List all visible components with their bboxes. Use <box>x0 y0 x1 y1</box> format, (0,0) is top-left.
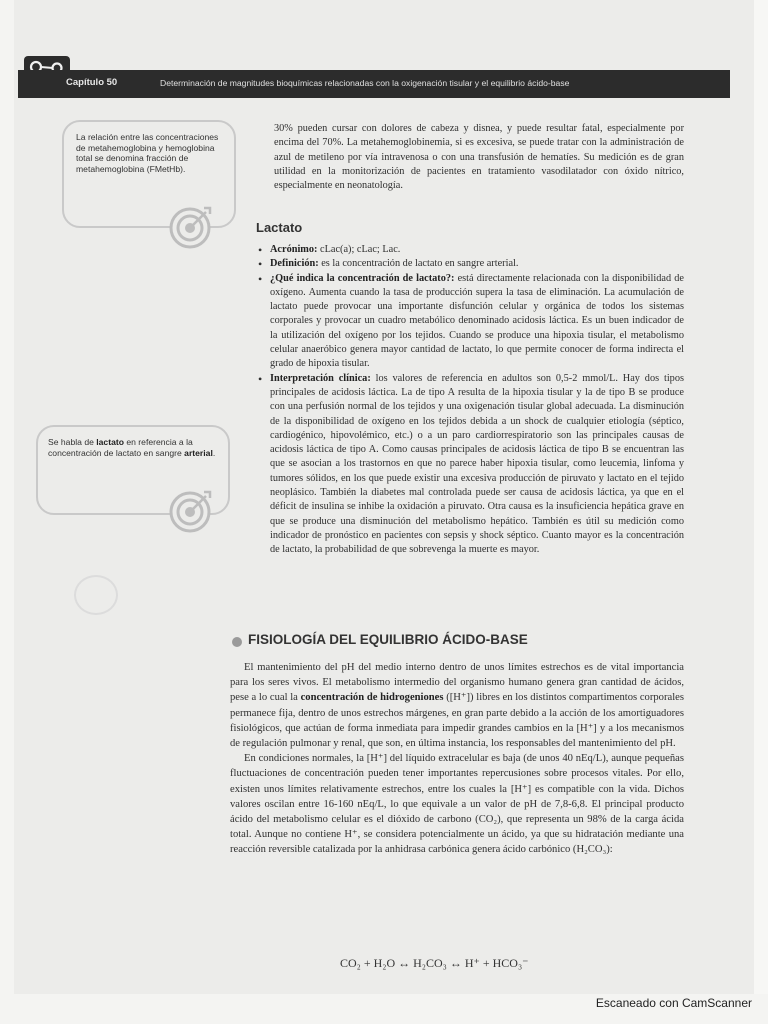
lactato-heading: Lactato <box>256 220 303 235</box>
equation: CO₂ + H₂O ↔ H₂CO₃ ↔ H⁺ + HCO₃⁻ <box>340 956 529 970</box>
fisiologia-paragraph-2: En condiciones normales, la [H⁺] del líquido extracelular es baja (de unos 40 nEq/L), aunque pequeñas fluctuaciones de concentración pueden tener importantes repercusiones sobre procesos vitales. Por ello, existen unos límites relativamente estrechos, entre los cuales la [H⁺] es compatible con la vida. Dichos valores oscilan entre 16-160 nEq/L, lo que equivale a un valor de pH de 7,8-6,8. El principal producto ácido del metabolismo celular es el dióxido de carbono (CO₂), que representa un 98% de la carga ácida total. Aunque no contiene H⁺, se considera potencialmente un ácido, ya que su hidratación mediante una reacción reversible catalizada por la anhidrasa carbónica genera ácido carbónico (H₂CO₃): <box>230 753 684 856</box>
chapter-title: Determinación de magnitudes bioquímicas relacionadas con la oxigenación tisular y el equilibrio ácido-base <box>160 78 570 88</box>
scanned-page <box>14 0 754 994</box>
section-bullet-dot <box>232 637 242 647</box>
chapter-label: Capítulo 50 <box>66 77 118 88</box>
faint-bleedthrough-icon <box>74 575 118 615</box>
bullet-interpretacion: • Interpretación clínica: los valores de referencia en adultos son 0,5-2 mmol/L. Hay dos tipos principales de acidosis láctica. La de tipo A resulta de la hipoxia tisular y la de tipo B se produce con una perfusión normal de los tejidos y una oxigenación tisular global adecuada. La disminución de la disponibilidad de oxígeno en los tejidos debida a un shock de cualquier etiología (séptico, cardiogénico, hipovolémico, etc.) o a un paro cardiorrespiratorio son las principales causas de acidosis láctica de tipo A. Como causas principales de acidosis láctica de tipo B se encuentran las que se asocian a los trastornos en que no parece haber hipoxia tisular, como leucemia, linfoma y tumores sólidos, en los que puede existir una excesiva producción de piruvato y lactato en el tejido neoplásico. También la diabetes mal controlada puede ser causa de acidosis láctica, ya que en el déficit de insulina se inhibe la oxidación a piruvato. Otra causa es la insuficiencia hepática grave en que se produce una disminución del metabolismo hepático. También es útil su medición como indicador de pronóstico en pacientes con sepsis y shock séptico. Cuanto mayor es la concentración de lactato, la probabilidad de que sobrevenga la muerte es mayor. <box>256 372 684 558</box>
lactato-bullets <box>256 243 684 558</box>
target-icon <box>168 204 214 250</box>
margin-note-text: Se habla de lactato en referencia a la concentración de lactato en sangre arterial. <box>48 437 216 458</box>
fisiologia-body <box>230 660 684 858</box>
bullet-indica: • ¿Qué indica la concentración de lactato?: está directamente relacionada con la disponibilidad de oxígeno. Aumenta cuando la tasa de producción supera la tasa de eliminación. La acumulación de lactato puede provocar una importante disfunción celular y orgánica de todos los sistemas corporales y provocar un cuadro metabólico denominado acidosis láctica. Es un buen indicador de la utilización del oxígeno por los tejidos. Cuando se produce una hipoxia tisular, el metabolismo celular anaeróbico genera mayor cantidad de lactato, lo que permite conocer de forma indirecta el grado de hipoxia tisular. <box>256 272 684 372</box>
scanner-watermark: Escaneado con CamScanner <box>595 996 752 1010</box>
intro-paragraph: 30% pueden cursar con dolores de cabeza y disnea, y puede resultar fatal, especialmente por encima del 70%. La metahemoglobinemia, si es excesiva, se puede tratar con la administración de azul de metileno por vía intravenosa o con una transfusión de hematíes. Su medición es de gran utilidad en la monitorización de pacientes en tratamiento vasodilatador con óxido nítrico, especialmente en neonatología. <box>274 123 684 192</box>
bullet-definicion: • Definición: es la concentración de lactato en sangre arterial. <box>256 257 684 271</box>
target-icon <box>168 488 214 534</box>
page-edge <box>754 0 768 994</box>
fisiologia-paragraph-1: El mantenimiento del pH del medio interno dentro de unos límites estrechos es de vital importancia para los seres vivos. El metabolismo intermedio del organismo humano genera gran cantidad de ácidos, pese a lo cual la concentración de hidrogeniones ([H⁺]) libres en los distintos compartimentos corporales permanece fija, dentro de unos estrechos márgenes, en gran parte debido a la acción de los amortiguadores fisiológicos, que actúan de forma inmediata para impedir grandes cambios en la [H⁺] y a los mecanismos de regulación pulmonar y renal, que son, en última instancia, los responsables del mantenimiento del pH. <box>230 662 684 750</box>
margin-note-text: La relación entre las concentraciones de metahemoglobina y hemoglobina total se denomina fracción de metahemoglobina (FMetHb). <box>76 132 219 174</box>
fisiologia-heading: FISIOLOGÍA DEL EQUILIBRIO ÁCIDO-BASE <box>248 632 528 647</box>
bullet-acronimo: • Acrónimo: cLac(a); cLac; Lac. <box>256 243 684 257</box>
